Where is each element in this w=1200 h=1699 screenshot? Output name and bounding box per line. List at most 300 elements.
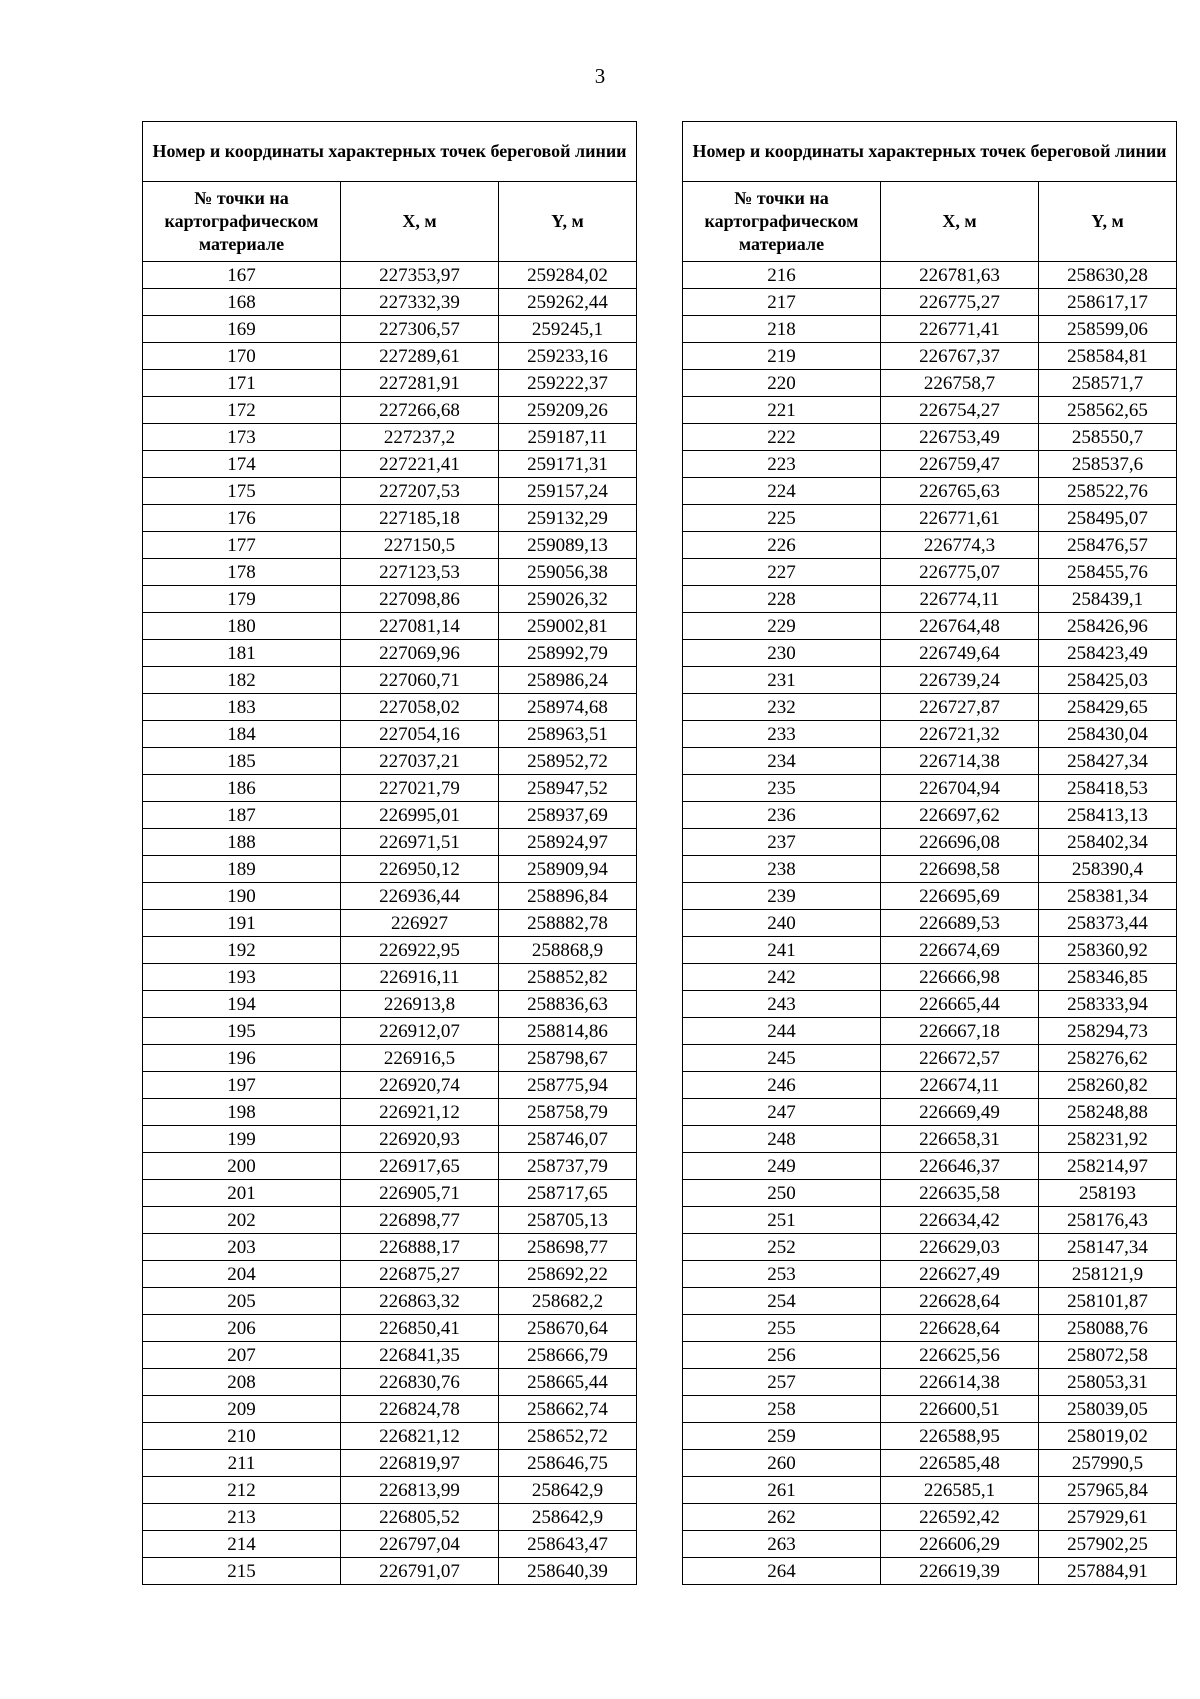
cell-x: 226850,41 bbox=[341, 1315, 499, 1342]
cell-x: 226841,35 bbox=[341, 1342, 499, 1369]
cell-y: 258682,2 bbox=[499, 1288, 637, 1315]
table-row bbox=[143, 316, 637, 343]
cell-point-number: 212 bbox=[143, 1477, 341, 1504]
cell-point-number: 224 bbox=[683, 478, 881, 505]
table-row bbox=[143, 964, 637, 991]
cell-y: 258019,02 bbox=[1039, 1423, 1177, 1450]
cell-point-number: 262 bbox=[683, 1504, 881, 1531]
table-row bbox=[683, 343, 1177, 370]
cell-y: 258646,75 bbox=[499, 1450, 637, 1477]
cell-y: 258214,97 bbox=[1039, 1153, 1177, 1180]
table-row bbox=[683, 262, 1177, 289]
table-body bbox=[143, 262, 637, 1585]
cell-y: 257965,84 bbox=[1039, 1477, 1177, 1504]
cell-x: 226634,42 bbox=[881, 1207, 1039, 1234]
cell-point-number: 196 bbox=[143, 1045, 341, 1072]
table-row bbox=[683, 1180, 1177, 1207]
cell-y: 258423,49 bbox=[1039, 640, 1177, 667]
cell-x: 226922,95 bbox=[341, 937, 499, 964]
table-row bbox=[683, 397, 1177, 424]
cell-x: 226936,44 bbox=[341, 883, 499, 910]
cell-x: 227237,2 bbox=[341, 424, 499, 451]
column-header-y: Y, м bbox=[1039, 182, 1177, 262]
cell-x: 226628,64 bbox=[881, 1315, 1039, 1342]
cell-x: 227054,16 bbox=[341, 721, 499, 748]
table-row bbox=[683, 1423, 1177, 1450]
cell-x: 227060,71 bbox=[341, 667, 499, 694]
cell-x: 227150,5 bbox=[341, 532, 499, 559]
cell-x: 226674,11 bbox=[881, 1072, 1039, 1099]
cell-point-number: 238 bbox=[683, 856, 881, 883]
cell-point-number: 180 bbox=[143, 613, 341, 640]
cell-point-number: 235 bbox=[683, 775, 881, 802]
cell-x: 226927 bbox=[341, 910, 499, 937]
cell-x: 226771,61 bbox=[881, 505, 1039, 532]
cell-x: 226821,12 bbox=[341, 1423, 499, 1450]
cell-point-number: 243 bbox=[683, 991, 881, 1018]
cell-point-number: 203 bbox=[143, 1234, 341, 1261]
cell-y: 259089,13 bbox=[499, 532, 637, 559]
cell-x: 226913,8 bbox=[341, 991, 499, 1018]
cell-point-number: 230 bbox=[683, 640, 881, 667]
table-row bbox=[143, 991, 637, 1018]
cell-point-number: 259 bbox=[683, 1423, 881, 1450]
cell-point-number: 178 bbox=[143, 559, 341, 586]
table-row bbox=[683, 559, 1177, 586]
cell-point-number: 227 bbox=[683, 559, 881, 586]
cell-x: 226672,57 bbox=[881, 1045, 1039, 1072]
cell-x: 226697,62 bbox=[881, 802, 1039, 829]
cell-x: 226912,07 bbox=[341, 1018, 499, 1045]
cell-x: 226830,76 bbox=[341, 1369, 499, 1396]
cell-x: 226920,74 bbox=[341, 1072, 499, 1099]
cell-x: 226920,93 bbox=[341, 1126, 499, 1153]
cell-point-number: 197 bbox=[143, 1072, 341, 1099]
cell-y: 258072,58 bbox=[1039, 1342, 1177, 1369]
cell-x: 226921,12 bbox=[341, 1099, 499, 1126]
table-row bbox=[143, 1558, 637, 1585]
cell-y: 258963,51 bbox=[499, 721, 637, 748]
cell-y: 258952,72 bbox=[499, 748, 637, 775]
cell-point-number: 211 bbox=[143, 1450, 341, 1477]
cell-x: 226758,7 bbox=[881, 370, 1039, 397]
table-row bbox=[683, 1504, 1177, 1531]
cell-y: 257902,25 bbox=[1039, 1531, 1177, 1558]
table-row bbox=[683, 640, 1177, 667]
table-row bbox=[683, 505, 1177, 532]
cell-y: 258193 bbox=[1039, 1180, 1177, 1207]
table-row bbox=[683, 586, 1177, 613]
table-row bbox=[143, 694, 637, 721]
table-row bbox=[683, 1099, 1177, 1126]
cell-x: 226917,65 bbox=[341, 1153, 499, 1180]
table-row bbox=[143, 1126, 637, 1153]
table-row bbox=[683, 1396, 1177, 1423]
cell-point-number: 254 bbox=[683, 1288, 881, 1315]
cell-y: 258147,34 bbox=[1039, 1234, 1177, 1261]
cell-x: 226628,64 bbox=[881, 1288, 1039, 1315]
cell-point-number: 205 bbox=[143, 1288, 341, 1315]
cell-y: 258418,53 bbox=[1039, 775, 1177, 802]
cell-x: 226774,3 bbox=[881, 532, 1039, 559]
cell-x: 226695,69 bbox=[881, 883, 1039, 910]
cell-point-number: 195 bbox=[143, 1018, 341, 1045]
cell-y: 258640,39 bbox=[499, 1558, 637, 1585]
table-row bbox=[143, 1315, 637, 1342]
cell-y: 258522,76 bbox=[1039, 478, 1177, 505]
cell-y: 258924,97 bbox=[499, 829, 637, 856]
cell-point-number: 218 bbox=[683, 316, 881, 343]
table-row bbox=[143, 505, 637, 532]
column-header-point-number: № точки на картографическом материале bbox=[683, 182, 881, 262]
table-row bbox=[143, 1234, 637, 1261]
cell-point-number: 223 bbox=[683, 451, 881, 478]
cell-y: 258176,43 bbox=[1039, 1207, 1177, 1234]
cell-point-number: 173 bbox=[143, 424, 341, 451]
table-row bbox=[143, 424, 637, 451]
cell-point-number: 189 bbox=[143, 856, 341, 883]
cell-y: 258571,7 bbox=[1039, 370, 1177, 397]
cell-y: 258717,65 bbox=[499, 1180, 637, 1207]
cell-point-number: 206 bbox=[143, 1315, 341, 1342]
column-header-x: X, м bbox=[341, 182, 499, 262]
cell-x: 226658,31 bbox=[881, 1126, 1039, 1153]
cell-point-number: 194 bbox=[143, 991, 341, 1018]
table-row bbox=[683, 694, 1177, 721]
cell-point-number: 244 bbox=[683, 1018, 881, 1045]
table-row bbox=[683, 316, 1177, 343]
cell-x: 227266,68 bbox=[341, 397, 499, 424]
cell-y: 258746,07 bbox=[499, 1126, 637, 1153]
cell-x: 226588,95 bbox=[881, 1423, 1039, 1450]
cell-x: 226765,63 bbox=[881, 478, 1039, 505]
cell-point-number: 213 bbox=[143, 1504, 341, 1531]
cell-point-number: 192 bbox=[143, 937, 341, 964]
cell-y: 258495,07 bbox=[1039, 505, 1177, 532]
cell-point-number: 175 bbox=[143, 478, 341, 505]
cell-x: 226813,99 bbox=[341, 1477, 499, 1504]
cell-x: 226614,38 bbox=[881, 1369, 1039, 1396]
cell-x: 226606,29 bbox=[881, 1531, 1039, 1558]
cell-y: 259284,02 bbox=[499, 262, 637, 289]
table-row bbox=[683, 1288, 1177, 1315]
cell-y: 258429,65 bbox=[1039, 694, 1177, 721]
cell-point-number: 242 bbox=[683, 964, 881, 991]
cell-point-number: 229 bbox=[683, 613, 881, 640]
table-row bbox=[683, 1477, 1177, 1504]
cell-y: 259002,81 bbox=[499, 613, 637, 640]
table-row bbox=[683, 991, 1177, 1018]
cell-y: 258426,96 bbox=[1039, 613, 1177, 640]
cell-y: 258643,47 bbox=[499, 1531, 637, 1558]
cell-x: 226619,39 bbox=[881, 1558, 1039, 1585]
cell-point-number: 232 bbox=[683, 694, 881, 721]
table-row bbox=[143, 559, 637, 586]
cell-point-number: 217 bbox=[683, 289, 881, 316]
cell-y: 258705,13 bbox=[499, 1207, 637, 1234]
cell-y: 259233,16 bbox=[499, 343, 637, 370]
cell-x: 226775,07 bbox=[881, 559, 1039, 586]
cell-x: 227281,91 bbox=[341, 370, 499, 397]
cell-point-number: 263 bbox=[683, 1531, 881, 1558]
cell-point-number: 184 bbox=[143, 721, 341, 748]
table-row bbox=[143, 883, 637, 910]
coordinates-table-left bbox=[142, 121, 637, 1585]
cell-y: 258758,79 bbox=[499, 1099, 637, 1126]
table-row bbox=[683, 370, 1177, 397]
cell-y: 258630,28 bbox=[1039, 262, 1177, 289]
cell-point-number: 202 bbox=[143, 1207, 341, 1234]
cell-point-number: 200 bbox=[143, 1153, 341, 1180]
table-row bbox=[143, 478, 637, 505]
cell-point-number: 250 bbox=[683, 1180, 881, 1207]
cell-y: 259187,11 bbox=[499, 424, 637, 451]
table-row bbox=[683, 1234, 1177, 1261]
cell-y: 258562,65 bbox=[1039, 397, 1177, 424]
cell-point-number: 170 bbox=[143, 343, 341, 370]
cell-y: 259209,26 bbox=[499, 397, 637, 424]
cell-y: 259056,38 bbox=[499, 559, 637, 586]
table-row bbox=[143, 532, 637, 559]
cell-point-number: 199 bbox=[143, 1126, 341, 1153]
table-row bbox=[143, 613, 637, 640]
cell-y: 258584,81 bbox=[1039, 343, 1177, 370]
cell-y: 258088,76 bbox=[1039, 1315, 1177, 1342]
cell-point-number: 188 bbox=[143, 829, 341, 856]
cell-point-number: 257 bbox=[683, 1369, 881, 1396]
cell-y: 258798,67 bbox=[499, 1045, 637, 1072]
cell-point-number: 228 bbox=[683, 586, 881, 613]
cell-x: 226898,77 bbox=[341, 1207, 499, 1234]
cell-x: 226727,87 bbox=[881, 694, 1039, 721]
cell-point-number: 209 bbox=[143, 1396, 341, 1423]
cell-x: 226863,32 bbox=[341, 1288, 499, 1315]
table-row bbox=[683, 883, 1177, 910]
cell-y: 257929,61 bbox=[1039, 1504, 1177, 1531]
cell-x: 226775,27 bbox=[881, 289, 1039, 316]
cell-y: 258737,79 bbox=[499, 1153, 637, 1180]
table-row bbox=[683, 910, 1177, 937]
table-title: Номер и координаты характерных точек береговой линии bbox=[143, 122, 637, 182]
cell-x: 226916,5 bbox=[341, 1045, 499, 1072]
cell-point-number: 198 bbox=[143, 1099, 341, 1126]
table-title: Номер и координаты характерных точек береговой линии bbox=[683, 122, 1177, 182]
cell-point-number: 226 bbox=[683, 532, 881, 559]
cell-point-number: 186 bbox=[143, 775, 341, 802]
cell-x: 226759,47 bbox=[881, 451, 1039, 478]
cell-x: 226689,53 bbox=[881, 910, 1039, 937]
cell-x: 226674,69 bbox=[881, 937, 1039, 964]
table-row bbox=[683, 1018, 1177, 1045]
cell-y: 258427,34 bbox=[1039, 748, 1177, 775]
cell-x: 226704,94 bbox=[881, 775, 1039, 802]
table-row bbox=[683, 667, 1177, 694]
cell-x: 226797,04 bbox=[341, 1531, 499, 1558]
table-row bbox=[683, 856, 1177, 883]
cell-x: 226669,49 bbox=[881, 1099, 1039, 1126]
cell-x: 226774,11 bbox=[881, 586, 1039, 613]
cell-x: 226627,49 bbox=[881, 1261, 1039, 1288]
cell-x: 226771,41 bbox=[881, 316, 1039, 343]
cell-x: 226629,03 bbox=[881, 1234, 1039, 1261]
cell-y: 259245,1 bbox=[499, 316, 637, 343]
cell-x: 227207,53 bbox=[341, 478, 499, 505]
cell-point-number: 187 bbox=[143, 802, 341, 829]
table-row bbox=[143, 1504, 637, 1531]
table-row bbox=[143, 721, 637, 748]
cell-x: 226749,64 bbox=[881, 640, 1039, 667]
cell-x: 227332,39 bbox=[341, 289, 499, 316]
cell-y: 258698,77 bbox=[499, 1234, 637, 1261]
cell-x: 226791,07 bbox=[341, 1558, 499, 1585]
table-row bbox=[683, 1369, 1177, 1396]
table-row bbox=[683, 1342, 1177, 1369]
table-row bbox=[683, 1207, 1177, 1234]
cell-x: 226805,52 bbox=[341, 1504, 499, 1531]
table-row bbox=[683, 451, 1177, 478]
cell-x: 226714,38 bbox=[881, 748, 1039, 775]
cell-y: 258402,34 bbox=[1039, 829, 1177, 856]
table-row bbox=[143, 1072, 637, 1099]
cell-point-number: 245 bbox=[683, 1045, 881, 1072]
cell-point-number: 253 bbox=[683, 1261, 881, 1288]
cell-y: 258360,92 bbox=[1039, 937, 1177, 964]
cell-y: 258868,9 bbox=[499, 937, 637, 964]
cell-point-number: 237 bbox=[683, 829, 881, 856]
cell-point-number: 179 bbox=[143, 586, 341, 613]
cell-point-number: 255 bbox=[683, 1315, 881, 1342]
cell-x: 226585,48 bbox=[881, 1450, 1039, 1477]
cell-point-number: 182 bbox=[143, 667, 341, 694]
cell-y: 258974,68 bbox=[499, 694, 637, 721]
cell-y: 258430,04 bbox=[1039, 721, 1177, 748]
cell-y: 258333,94 bbox=[1039, 991, 1177, 1018]
table-row bbox=[143, 802, 637, 829]
table-row bbox=[683, 532, 1177, 559]
cell-y: 258670,64 bbox=[499, 1315, 637, 1342]
table-row bbox=[683, 1558, 1177, 1585]
cell-y: 259157,24 bbox=[499, 478, 637, 505]
table-row bbox=[143, 1396, 637, 1423]
table-row bbox=[683, 1072, 1177, 1099]
cell-y: 259026,32 bbox=[499, 586, 637, 613]
cell-y: 258662,74 bbox=[499, 1396, 637, 1423]
cell-x: 226781,63 bbox=[881, 262, 1039, 289]
cell-y: 258666,79 bbox=[499, 1342, 637, 1369]
coordinates-table-right bbox=[682, 121, 1177, 1585]
table-row bbox=[143, 640, 637, 667]
table-row bbox=[143, 829, 637, 856]
table-row bbox=[143, 1477, 637, 1504]
cell-x: 227185,18 bbox=[341, 505, 499, 532]
table-row bbox=[683, 1531, 1177, 1558]
cell-point-number: 252 bbox=[683, 1234, 881, 1261]
table-row bbox=[143, 667, 637, 694]
cell-point-number: 220 bbox=[683, 370, 881, 397]
cell-y: 258775,94 bbox=[499, 1072, 637, 1099]
table-row bbox=[143, 289, 637, 316]
table-row bbox=[683, 1045, 1177, 1072]
cell-x: 227221,41 bbox=[341, 451, 499, 478]
cell-point-number: 168 bbox=[143, 289, 341, 316]
cell-x: 226585,1 bbox=[881, 1477, 1039, 1504]
table-row bbox=[683, 829, 1177, 856]
cell-x: 226754,27 bbox=[881, 397, 1039, 424]
cell-y: 258692,22 bbox=[499, 1261, 637, 1288]
table-row bbox=[143, 1261, 637, 1288]
table-row bbox=[143, 1450, 637, 1477]
table-row bbox=[143, 451, 637, 478]
table-row bbox=[683, 613, 1177, 640]
table-row bbox=[683, 964, 1177, 991]
cell-y: 258937,69 bbox=[499, 802, 637, 829]
table-row bbox=[143, 343, 637, 370]
column-header-y: Y, м bbox=[499, 182, 637, 262]
table-row bbox=[683, 748, 1177, 775]
table-row bbox=[143, 1018, 637, 1045]
table-row bbox=[683, 1315, 1177, 1342]
table-row bbox=[143, 1045, 637, 1072]
cell-point-number: 171 bbox=[143, 370, 341, 397]
table-row bbox=[143, 1369, 637, 1396]
table-row bbox=[683, 775, 1177, 802]
table-row bbox=[143, 370, 637, 397]
cell-point-number: 236 bbox=[683, 802, 881, 829]
cell-x: 226905,71 bbox=[341, 1180, 499, 1207]
cell-point-number: 233 bbox=[683, 721, 881, 748]
table-row bbox=[143, 586, 637, 613]
cell-x: 226819,97 bbox=[341, 1450, 499, 1477]
cell-point-number: 207 bbox=[143, 1342, 341, 1369]
cell-point-number: 176 bbox=[143, 505, 341, 532]
cell-x: 226995,01 bbox=[341, 802, 499, 829]
table-row bbox=[143, 856, 637, 883]
cell-point-number: 222 bbox=[683, 424, 881, 451]
table-row bbox=[143, 397, 637, 424]
cell-point-number: 221 bbox=[683, 397, 881, 424]
table-row bbox=[143, 775, 637, 802]
cell-y: 257884,91 bbox=[1039, 1558, 1177, 1585]
cell-point-number: 246 bbox=[683, 1072, 881, 1099]
cell-point-number: 177 bbox=[143, 532, 341, 559]
table-row bbox=[143, 1099, 637, 1126]
cell-x: 227123,53 bbox=[341, 559, 499, 586]
cell-y: 258599,06 bbox=[1039, 316, 1177, 343]
table-row bbox=[683, 478, 1177, 505]
cell-y: 258986,24 bbox=[499, 667, 637, 694]
cell-point-number: 169 bbox=[143, 316, 341, 343]
cell-x: 226916,11 bbox=[341, 964, 499, 991]
cell-y: 258121,9 bbox=[1039, 1261, 1177, 1288]
cell-point-number: 260 bbox=[683, 1450, 881, 1477]
cell-point-number: 210 bbox=[143, 1423, 341, 1450]
cell-x: 227081,14 bbox=[341, 613, 499, 640]
cell-y: 258617,17 bbox=[1039, 289, 1177, 316]
cell-x: 227021,79 bbox=[341, 775, 499, 802]
cell-y: 258039,05 bbox=[1039, 1396, 1177, 1423]
cell-y: 258642,9 bbox=[499, 1504, 637, 1531]
table-row bbox=[143, 1423, 637, 1450]
cell-point-number: 258 bbox=[683, 1396, 881, 1423]
cell-x: 227098,86 bbox=[341, 586, 499, 613]
cell-x: 226600,51 bbox=[881, 1396, 1039, 1423]
cell-y: 258665,44 bbox=[499, 1369, 637, 1396]
cell-point-number: 249 bbox=[683, 1153, 881, 1180]
cell-point-number: 201 bbox=[143, 1180, 341, 1207]
cell-y: 258373,44 bbox=[1039, 910, 1177, 937]
cell-y: 258836,63 bbox=[499, 991, 637, 1018]
cell-point-number: 241 bbox=[683, 937, 881, 964]
